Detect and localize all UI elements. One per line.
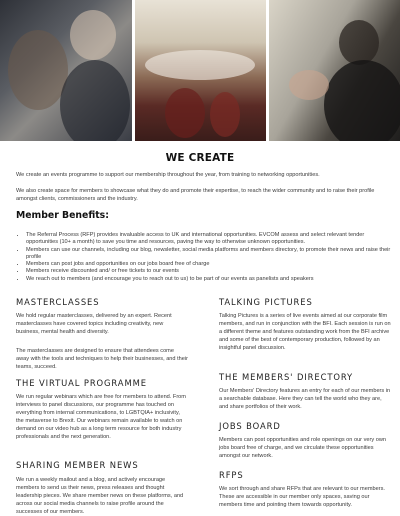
sharing-member-news-heading: SHARING MEMBER NEWS (16, 460, 139, 470)
member-benefits-heading: Member Benefits: (16, 210, 109, 221)
benefit-item: • Members receive discounted and/ or free tickets to our events (26, 268, 396, 275)
page-title: WE CREATE (165, 152, 235, 164)
virtual-programme-heading: THE VIRTUAL PROGRAMME (16, 378, 147, 388)
jobs-board-heading: JOBS BOARD (219, 421, 281, 431)
talking-pictures-heading: TALKING PICTURES (219, 297, 313, 307)
benefit-item: • The Referral Process (RFP) provides invaluable access to UK and international opportunities. EVCOM assess and select relevant tender opportunities (10+ a month) to save you time and resources, paving the way to otherwise unknown opportunities. (26, 232, 396, 247)
member-benefits-list (16, 232, 396, 283)
rfps-paragraph: We sort through and share RFPs that are relevant to our members. These are accessible in our member only spaces, saving our members time and pointing them towards opportunity. (219, 486, 385, 508)
members-directory-paragraph: Our Members' Directory features an entry for each of our members in a searchable database. Here they can tell the world who they are, and share portfolios of their work. (219, 388, 391, 410)
virtual-programme-paragraph: We run regular webinars which are free for members to attend. From interviews to panel discussions, our programme has touched on everything from internal communications, to LGBTQIA+ inclusivity, the metaverse to Brexit. Our webinars remain available to watch on demand on our video hub as a long term resource for both industry professionals and the next generation. (16, 394, 186, 440)
dinner-event-photo (135, 0, 266, 141)
panel-discussion-photo (269, 0, 400, 141)
benefit-item: • Members can use our channels, including our blog, newsletter, social media platforms and members directory, to promote their news and raise their profile (26, 247, 396, 262)
benefit-item: • Members can post jobs and opportunities on our jobs board free of charge (26, 261, 396, 268)
benefit-item: • We reach out to members (and encourage you to reach out to us) to be part of our events as panelists and speakers (26, 276, 396, 283)
sharing-member-news-paragraph: We run a weekly mailout and a blog, and actively encourage members to send us their news, press releases and thought leadership pieces. We share member news on these platforms, and across our social media channels to raise profile around the successes of our members. (16, 477, 184, 515)
jobs-board-paragraph: Members can post opportunities and role openings on our very own jobs board free of charge, and we circulate these opportunities amongst our network. (219, 437, 386, 459)
masterclasses-heading: MASTERCLASSES (16, 297, 100, 307)
photo-strip (0, 0, 400, 141)
members-directory-heading: THE MEMBERS' DIRECTORY (219, 372, 354, 382)
masterclasses-paragraph-2: The masterclasses are designed to ensure that attendees come away with the tools and techniques to help their businesses, and their teams, succeed. (16, 348, 188, 370)
networking-photo (0, 0, 132, 141)
rfps-heading: RFPS (219, 470, 244, 480)
masterclasses-paragraph-1: We hold regular masterclasses, delivered by an expert. Recent masterclasses have covered topics including creativity, new business, mental health and diversity. (16, 313, 172, 335)
intro-paragraph-1: We create an events programme to support our membership throughout the year, from training to networking opportunities. (16, 172, 320, 178)
intro-paragraph-2: We also create space for members to showcase what they do and promote their expertise, to reach the wider community and to raise their profile amongst clients, commissioners and the industry. (16, 188, 375, 202)
talking-pictures-paragraph: Talking Pictures is a series of live events aimed at our corporate film members, and run in conjunction with the BFI. Each session is run on a different theme and features outstanding work from the BFI archive and some of the best of contemporary production, followed by an insightful panel discussion. (219, 313, 391, 351)
